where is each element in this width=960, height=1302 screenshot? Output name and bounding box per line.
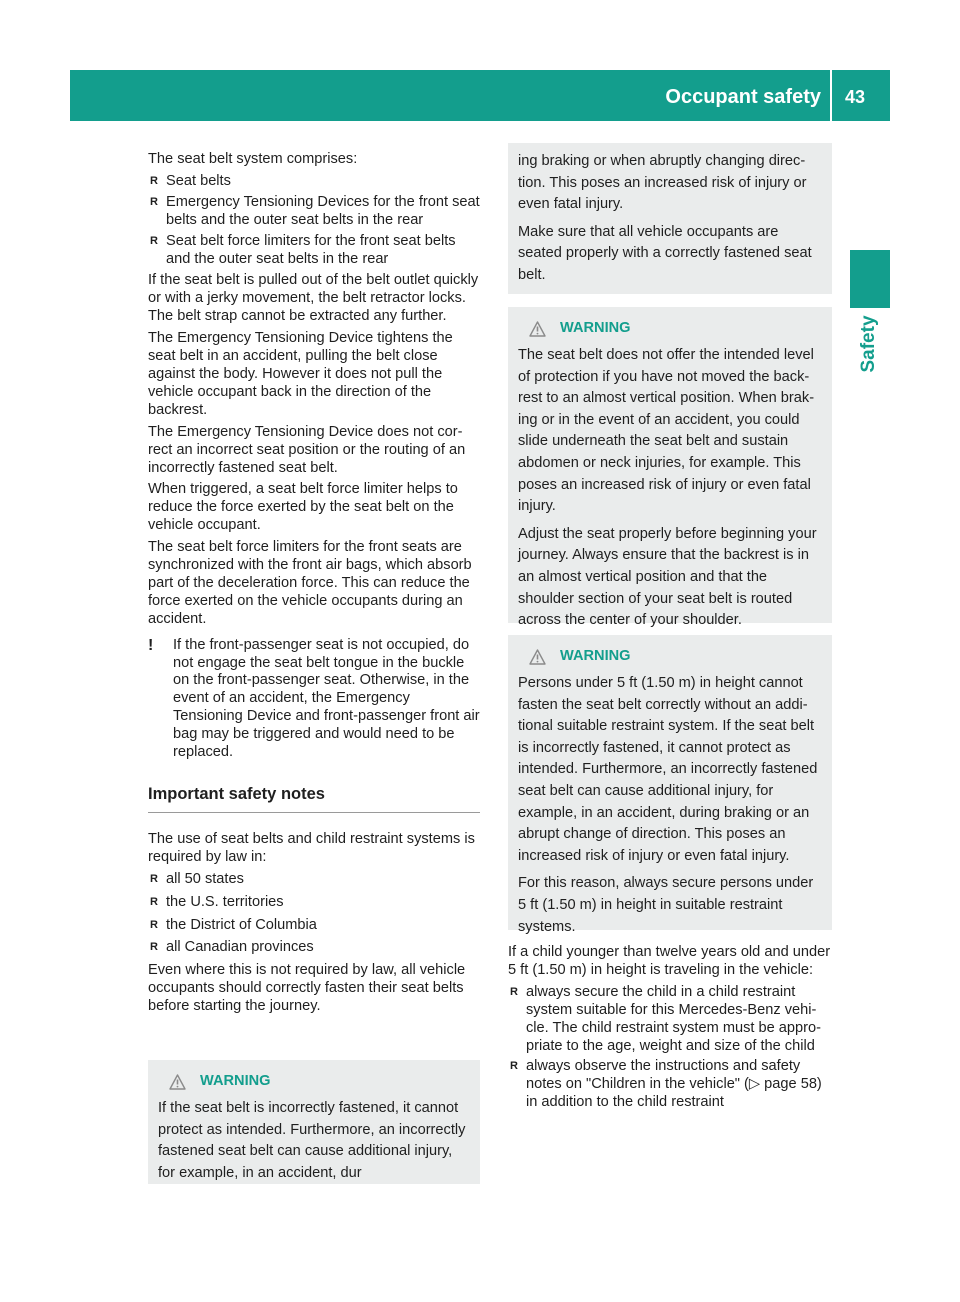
list-item: R always observe the instructions and safety notes on "Children in the vehicle" (▷ page 58) in addition to the child restraint [510,1058,822,1111]
exclamation-icon: ! [148,636,154,654]
warning-text: ing braking or when abruptly changing direction. This poses an increased risk of injury or even fatal injury. [518,153,807,213]
warning-text: Adjust the seat properly before beginning your journey. Always ensure that the backrest is in an almost vertical position and that the shoulder section of your seat belt is routed across the center of your shoulder. [518,525,817,629]
bullet-icon: R [150,195,158,208]
side-section-label: Safety [858,315,879,373]
chapter-title: Occupant safety [665,86,821,108]
child-section [508,944,832,1116]
page-number: 43 [845,87,866,107]
bullet-icon: R [510,1060,518,1073]
paragraph: The Emergency Tensioning Device tightens the seat belt in an accident, pulling the belt close against the body. However it does not pull the vehicle occupant back in the direction of the backrest. [148,330,453,418]
left-column [148,151,480,1020]
bullet-icon: R [150,895,158,908]
bullet-icon: R [510,985,518,998]
paragraph: If the seat belt is pulled out of the belt outlet quickly or with a jerky movement, the belt retractor locks. The belt strap cannot be extracted any further. [148,272,479,325]
bullet-icon: R [150,941,158,954]
warning-label: WARNING [560,648,631,665]
warning-text: Persons under 5 ft (1.50 m) in height cannot fasten the seat belt correctly without an additional suitable restraint system. If the seat belt is incorrectly fastened, it cannot protect as intended. Furthermore, an incorrectly fastened seat belt can cause additional injury, for example, in an accident, during braking or an abrupt change of direction. This poses an increased risk of injury or even fatal injury. [518,675,818,864]
list-item: R Seat belt force limiters for the front seat belts and the outer seat belts in the rear [150,232,456,267]
child-instructions-list [508,984,832,1112]
warning-box-2 [508,307,832,629]
list-item: R Emergency Tensioning Devices for the front seat belts and the outer seat belts in the rear [150,193,480,228]
page-header [70,70,890,121]
bullet-icon: R [150,234,158,247]
list-item: R the District of Columbia [150,916,317,933]
section-intro: The use of seat belts and child restraint systems is required by law in: [148,830,475,865]
warning-triangle-icon [529,649,546,665]
warning-text: If the seat belt is incorrectly fastened, it cannot protect as intended. Furthermore, an incorrectly fastened seat belt can cause additional injury, for example, in an accident, dur [158,1100,466,1181]
warning-triangle-icon [169,1074,186,1090]
bullet-icon: R [150,872,158,885]
paragraph: When triggered, a seat belt force limiter helps to reduce the force exerted by the seat belt on the vehicle occupant. [148,481,458,534]
bullet-icon: R [150,918,158,931]
warning-text: Make sure that all vehicle occupants are seated properly with a correctly fastened seat belt. [518,223,812,283]
section-body [148,831,480,1016]
warning-triangle-icon [529,321,546,337]
list-item: R Seat belts [150,172,231,189]
warning-header [158,1068,470,1096]
warning-header [518,643,822,671]
bullet-icon: R [150,174,158,187]
section-outro: Even where this is not required by law, all vehicle occupants should correctly fasten their seat belts before starting the journey. [148,962,466,1015]
regions-list [148,871,480,958]
side-tab-marker [850,250,890,308]
warning-header [518,315,822,343]
warning-box-3 [508,635,832,935]
paragraph: The Emergency Tensioning Device does not correct an incorrect seat position or the routing of an incorrectly fastened seat belt. [148,423,466,476]
components-intro: The seat belt system comprises: [148,151,358,167]
warning-label: WARNING [200,1073,271,1090]
warning-text: The seat belt does not offer the intended level of protection if you have not moved the backrest to an almost vertical position. When braking or in the event of an accident, you could slide underneath the seat belt and sustain abdomen or neck injuries, for example. This poses an increased risk of injury or even fatal injury. [518,347,815,515]
warning-label: WARNING [560,320,631,337]
list-item: R all 50 states [150,870,244,887]
components-list [148,173,480,269]
caution-note: ! If the front-passenger seat is not occupied, do not engage the seat belt tongue in the buckle on the front-passenger seat. Otherwise, in the event of an accident, the Emergency Tensioning Device and front-passenger front air bag may be triggered and would need to be replaced. [148,636,480,761]
list-item: R always secure the child in a child restraint system suitable for this Mercedes-Benz vehicle. The child restraint system must be appropriate to the age, weight and size of the child [510,983,821,1054]
section-heading: Important safety notes [148,786,480,813]
header-divider [830,70,832,121]
warning-box-1-continued [508,143,832,294]
warning-box-1 [148,1060,480,1184]
warning-text: For this reason, always secure persons under 5 ft (1.50 m) in height in suitable restraint systems. [518,875,814,935]
list-item: R all Canadian provinces [150,939,314,956]
paragraph: The seat belt force limiters for the front seats are synchronized with the front air bags, which absorb part of the deceleration force. This can reduce the force exerted on the vehicle occupants during an accident. [148,539,472,627]
child-intro: If a child younger than twelve years old and under 5 ft (1.50 m) in height is traveling in the vehicle: [508,944,831,978]
list-item: R the U.S. territories [150,893,284,910]
